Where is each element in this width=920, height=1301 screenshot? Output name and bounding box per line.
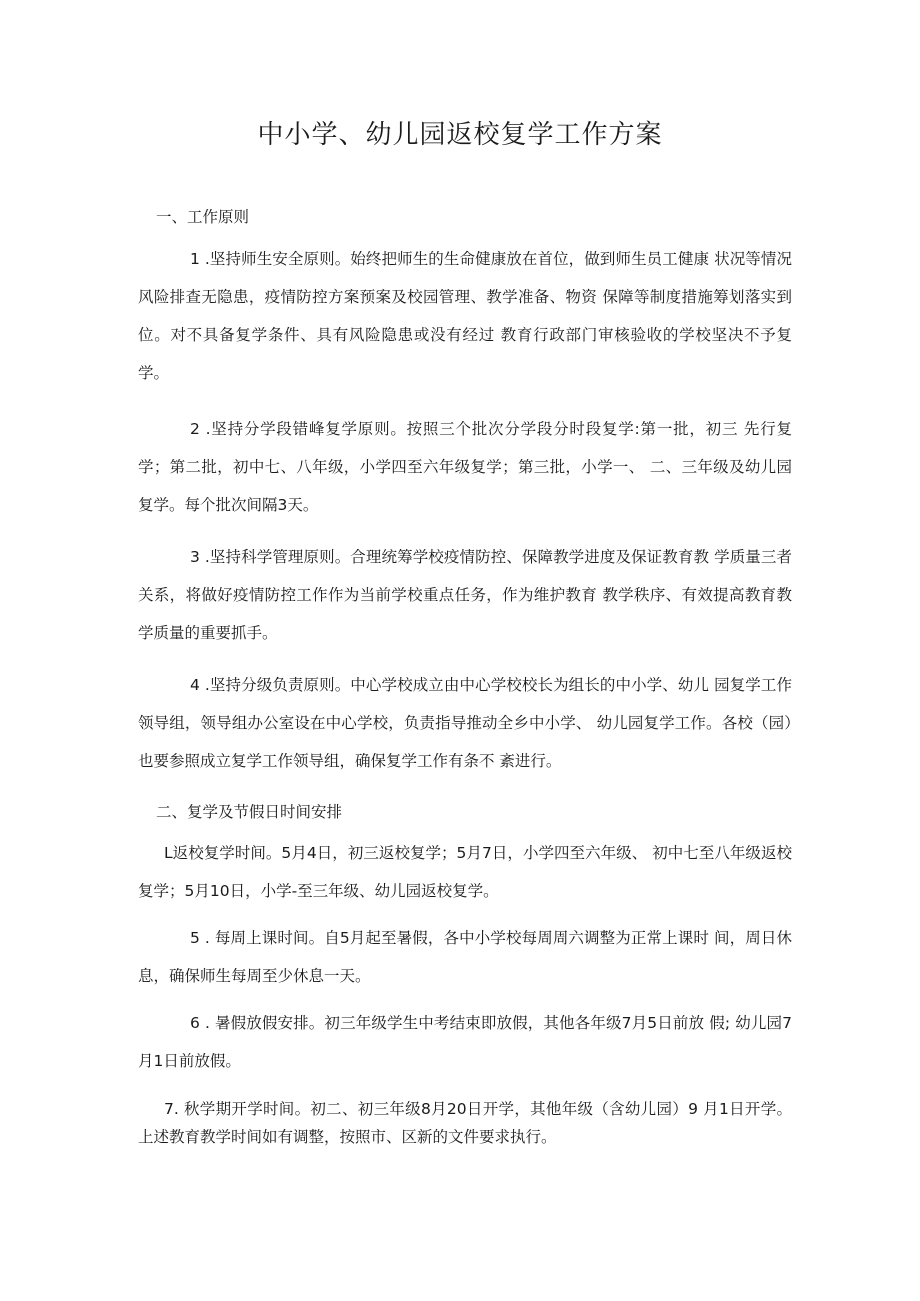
paragraph-text: . 暑假放假安排。初三年级学生中考结束即放假，其他各年级7月5日前放 假; 幼儿园7月1日前放假。	[138, 1014, 792, 1070]
paragraph-number: 5	[190, 929, 200, 947]
paragraph-text: 7. 秋学期开学时间。初二、初三年级8月20日开学，其他年级（含幼儿园）9 月1日开学。上述教育教学时间如有调整，按照市、区新的文件要求执行。	[138, 1100, 793, 1146]
paragraph-principle-3	[138, 538, 792, 652]
paragraph-schedule-5	[138, 919, 792, 995]
paragraph-number: 4	[190, 676, 200, 694]
paragraph-text: .坚持科学管理原则。合理统筹学校疫情防控、保障教学进度及保证教育教 学质量三者关系，将做好疫情防控工作作为当前学校重点任务，作为维护教育 教学秩序、有效提高教育教学质量的重要抓手。	[138, 548, 792, 642]
paragraph-text: .坚持分学段错峰复学原则。按照三个批次分学段分时段复学:第一批，初三 先行复学；第二批，初中七、八年级，小学四至六年级复学；第三批，小学一、 二、三年级及幼儿园复学。每个批次间隔3天。	[138, 420, 792, 514]
paragraph-schedule-1	[138, 834, 792, 910]
document-title: 中小学、幼儿园返校复学工作方案	[257, 120, 663, 150]
paragraph-text: L返校复学时间。5月4日，初三返校复学；5月7日，小学四至六年级、 初中七至八年级返校复学；5月10日，小学-至三年级、幼儿园返校复学。	[138, 844, 792, 900]
section-heading-schedule: 二、复学及节假日时间安排	[156, 803, 343, 821]
paragraph-text: .坚持师生安全原则。始终把师生的生命健康放在首位，做到师生员工健康 状况等情况风险排查无隐患，疫情防控方案预案及校园管理、教学准备、物资 保障等制度措施筹划落实到位。对不具备复学条件、具有风险隐患或没有经过 教育行政部门审核验收的学校坚决不予复学。	[138, 250, 792, 382]
paragraph-text: . 每周上课时间。自5月起至暑假，各中小学校每周周六调整为正常上课时 间，周日休息，确保师生每周至少休息一天。	[138, 929, 792, 985]
paragraph-schedule-7	[138, 1095, 792, 1151]
paragraph-principle-1	[138, 240, 792, 392]
paragraph-schedule-6	[138, 1004, 792, 1080]
paragraph-number: 6	[190, 1014, 200, 1032]
section-heading-principles: 一、工作原则	[156, 208, 250, 226]
paragraph-number: 3	[190, 548, 200, 566]
paragraph-principle-2	[138, 410, 792, 524]
paragraph-principle-4	[138, 666, 792, 780]
paragraph-text: .坚持分级负责原则。中心学校成立由中心学校校长为组长的中小学、幼儿 园复学工作领导组，领导组办公室设在中心学校，负责指导推动全乡中小学、 幼儿园复学工作。各校（园）也要参照成立复学工作领导组，确保复学工作有条不 紊进行。	[138, 676, 792, 770]
paragraph-number: 1	[190, 250, 200, 268]
paragraph-number: 2	[190, 420, 200, 438]
